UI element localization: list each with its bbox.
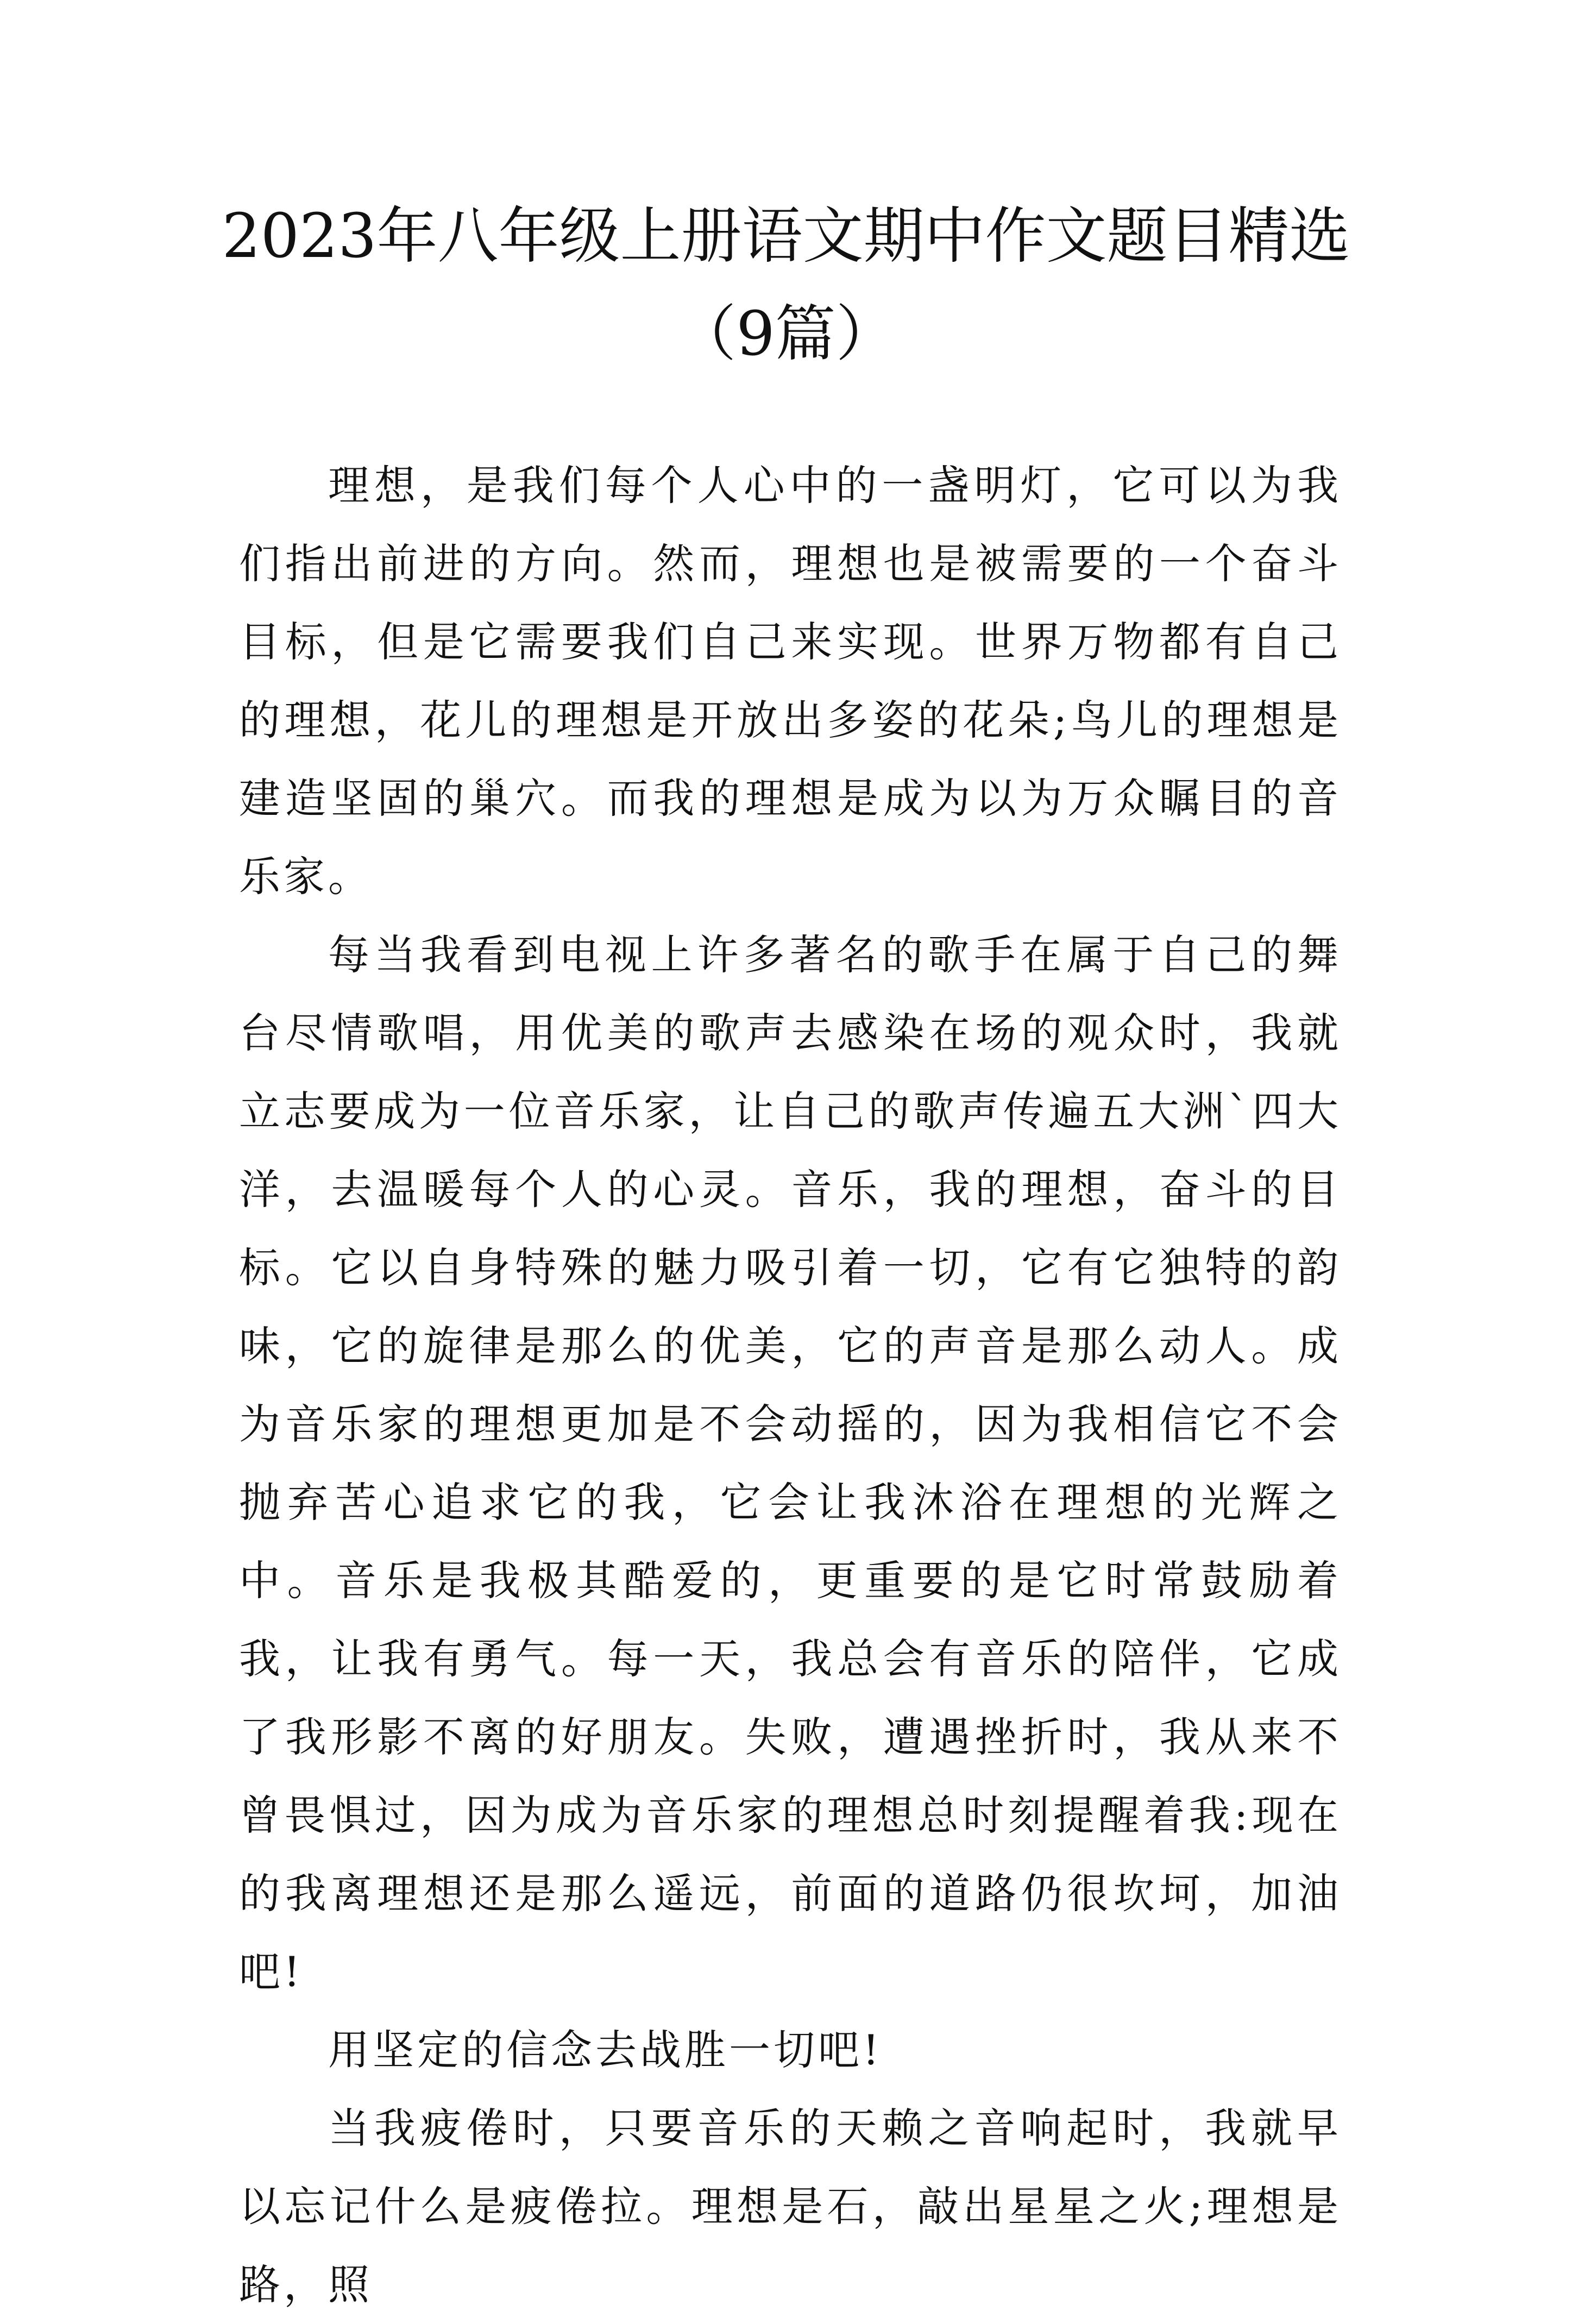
paragraph-2: 每当我看到电视上许多著名的歌手在属于自己的舞台尽情歌唱，用优美的歌声去感染在场的观众时，我就立志要成为一位音乐家，让自己的歌声传遍五大洲`四大洋，去温暖每个人的心灵。音乐，我的理想，奋斗的目标。它以自身特殊的魅力吸引着一切，它有它独特的韵味，它的旋律是那么的优美，它的声音是那么动人。成为音乐家的理想更加是不会动摇的，因为我相信它不会抛弃苦心追求它的我，它会让我沐浴在理想的光辉之中。音乐是我极其酷爱的，更重要的是它时常鼓励着我，让我有勇气。每一天，我总会有音乐的陪伴，它成了我形影不离的好朋友。失败，遭遇挫折时，我从来不曾畏惧过，因为成为音乐家的理想总时刻提醒着我:现在的我离理想还是那么遥远，前面的道路仍很坎坷，加油吧!	[239, 931, 1342, 1996]
paragraph-1: 理想，是我们每个人心中的一盏明灯，它可以为我们指出前进的方向。然而，理想也是被需要的一个奋斗目标，但是它需要我们自己来实现。世界万物都有自己的理想，花儿的理想是开放出多姿的花朵;鸟儿的理想是建造坚固的巢穴。而我的理想是成为以为万众瞩目的音乐家。	[239, 461, 1342, 901]
title-line-2: （9篇）	[675, 299, 897, 369]
paragraph-4: 当我疲倦时，只要音乐的天赖之音响起时，我就早以忘记什么是疲倦拉。理想是石，敲出星星之火;理想是路，照	[239, 2104, 1342, 2309]
document-body	[239, 447, 1342, 2324]
paragraph-3: 用坚定的信念去战胜一切吧!	[328, 2026, 883, 2074]
title-line-1: 2023年八年级上册语文期中作文题目精选	[222, 201, 1350, 272]
document-title	[163, 187, 1409, 383]
